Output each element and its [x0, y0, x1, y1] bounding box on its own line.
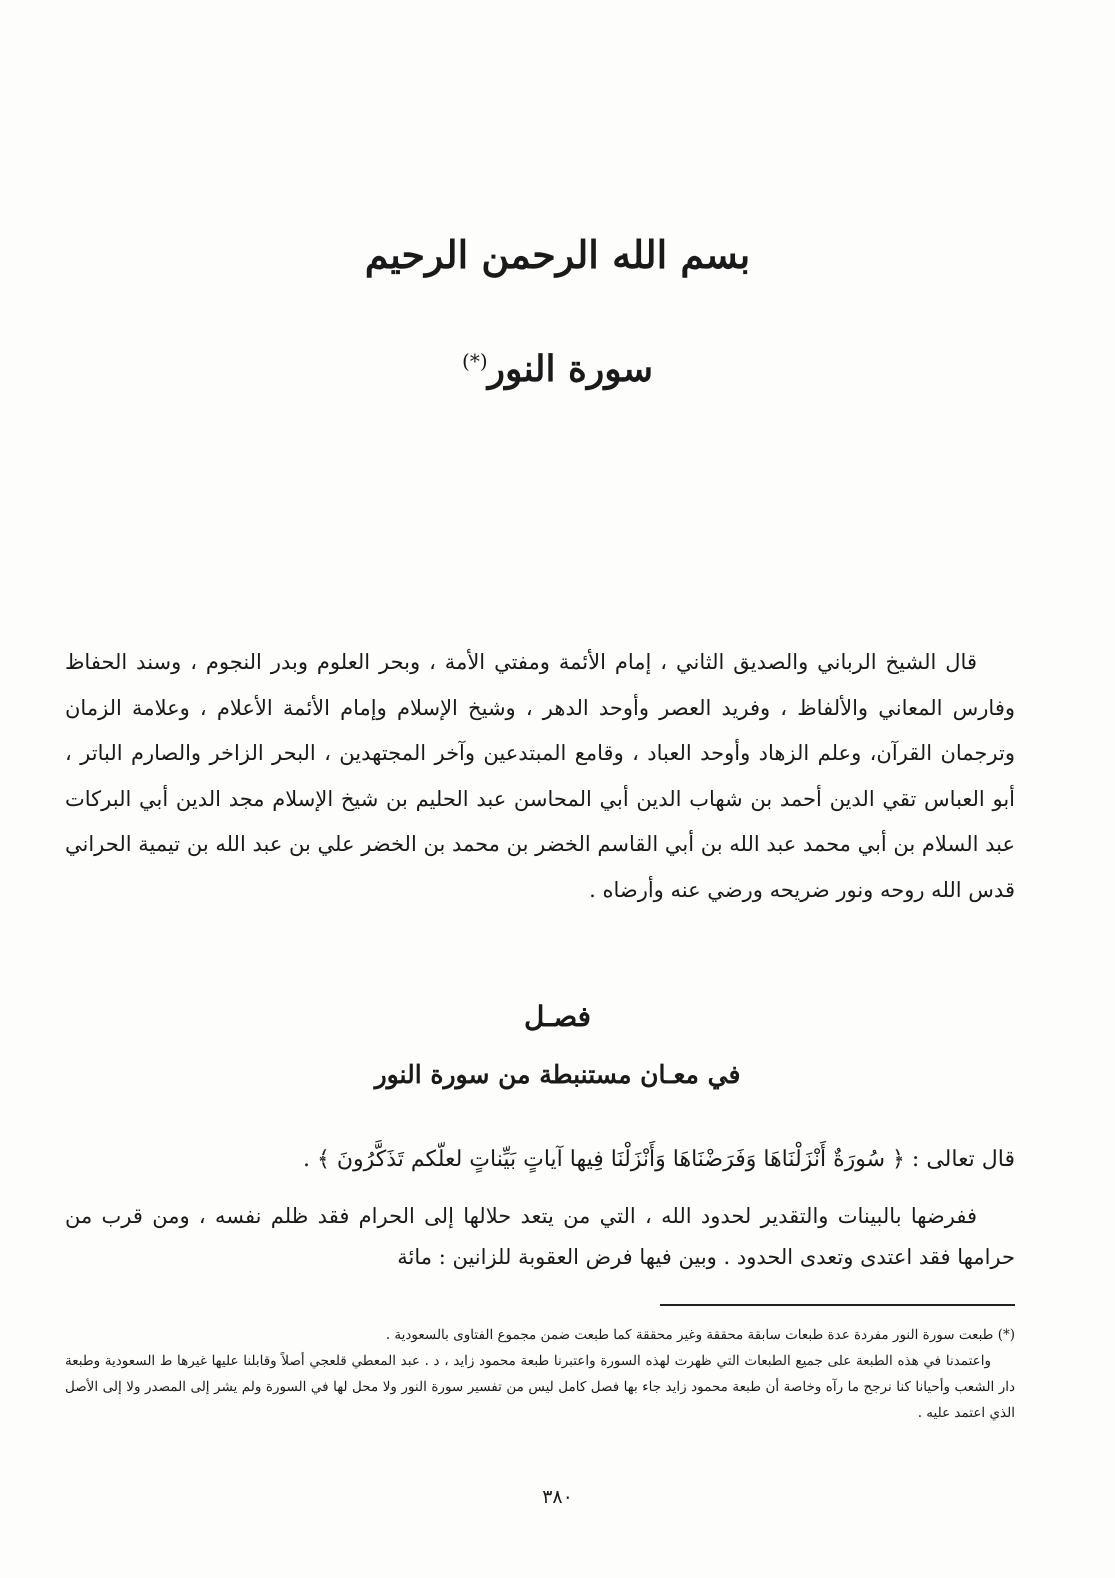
intro-paragraph: [65, 640, 1015, 913]
surah-title: [0, 348, 1115, 390]
body-paragraph: [65, 1196, 1015, 1278]
footnote-divider: [660, 1304, 1015, 1306]
footnote-1: (*) طبعت سورة النور مفردة عدة طبعات سابقة محققة وغير محققة كما طبعت ضمن مجموع الفتاوى بالسعودية .: [385, 1327, 1015, 1343]
quran-verse-line: قال تعالى : ﴿ سُورَةٌ أَنْزَلْنَاهَا وَفَرَضْنَاهَا وَأَنْزَلْنَا فِيها آياتٍ بَيِّناتٍ لعلّكم تَذَكَّرُونَ ﴾ .: [302, 1147, 1015, 1172]
intro-text: قال الشيخ الرباني والصديق الثاني ، إمام الأئمة ومفتي الأمة ، وبحر العلوم وبدر النجوم ، وسند الحفاظ وفارس المعاني والألفاظ ، وفريد العصر وأوحد الدهر ، وشيخ الإسلام وإمام الأئمة الأعلام ، وعلامة الزمان وترجمان القرآن، وعلم الزهاد وأوحد العباد ، وقامع المبتدعين وآخر المجتهدين ، البحر الزاخر والصارم الباتر ، أبو العباس تقي الدين أحمد بن شهاب الدين أبي المحاسن عبد الحليم بن شيخ الإسلام مجد الدين أبي البركات عبد السلام بن أبي محمد عبد الله بن أبي القاسم الخضر بن محمد بن الخضر علي بن عبد الله بن تيمية الحراني قدس الله روحه ونور ضريحه ورضي عنه وأرضاه .: [65, 650, 1015, 902]
footnotes: [65, 1322, 1015, 1426]
page-number: ٣٨٠: [542, 1486, 573, 1508]
footnote-2-text: واعتمدنا في هذه الطبعة على جميع الطبعات التي ظهرت لهذه السورة واعتبرنا طبعة محمود زايد ، د . عبد المعطي قلعجي أصلاً وقابلنا عليها غيرها ط السعودية وطبعة دار الشعب وأحيانا كنا نرجح ما رآه وخاصة أن طبعة محمود زايد جاء بها فصل كامل ليس من تفسير سورة النور ولا محل لها في السورة ولم يشر إلى المصدر ولا إلى الأصل الذي اعتمد عليه .: [65, 1353, 1015, 1421]
footnote-2: [65, 1348, 1015, 1426]
section-subtitle: في معـان مستنبطة من سورة النور: [374, 1060, 741, 1089]
footnote-marker: (*): [462, 349, 488, 373]
basmala-heading: بسم الله الرحمن الرحيم: [364, 232, 751, 277]
section-title: فصـل: [523, 1000, 592, 1033]
surah-title-text: سورة النور: [487, 348, 653, 390]
body-paragraph-text: ففرضها بالبينات والتقدير لحدود الله ، التي من يتعد حلالها إلى الحرام فقد ظلم نفسه ، ومن قرب من حرامها فقد اعتدى وتعدى الحدود . وبين فيها فرض العقوبة للزانين : مائة: [65, 1204, 1015, 1269]
